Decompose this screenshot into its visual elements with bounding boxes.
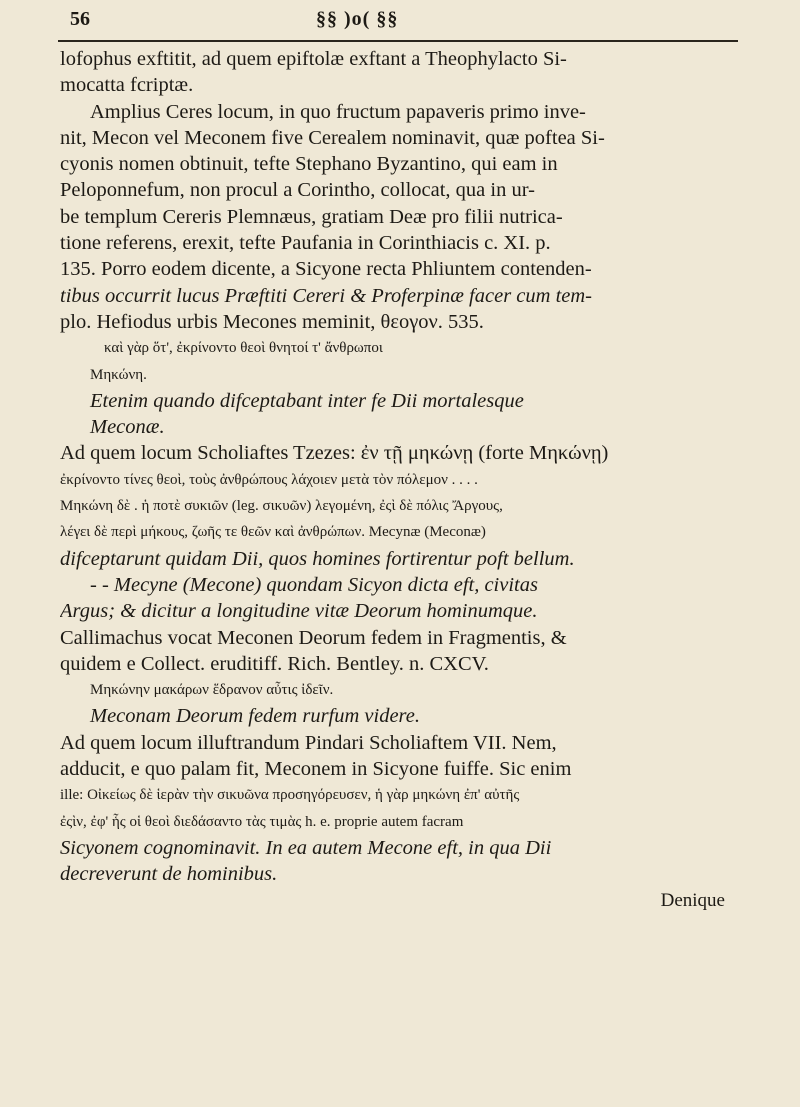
text-line: Etenim quando difceptabant inter fe Dii mortalesque (90, 389, 524, 412)
text-line: nit, Mecon vel Meconem five Cerealem nominavit, quæ poftea Si- (60, 126, 605, 149)
text-line: 135. Porro eodem dicente, a Sicyone recta Phliuntem contenden- (60, 258, 592, 281)
text-line: tione referens, erexit, tefte Paufania in Corinthiacis c. XI. p. (60, 232, 551, 255)
page-number: 56 (70, 8, 90, 30)
text-line: cyonis nomen obtinuit, tefte Stephano Byzantino, qui eam in (60, 153, 558, 176)
page-header (70, 6, 730, 36)
text-line: Callimachus vocat Meconen Deorum fedem in Fragmentis, & (60, 626, 567, 649)
text-line: ἐςὶν, ἐφ' ἧς οἱ θεοὶ διεδάσαντο τὰς τιμὰς h. e. proprie autem facram (60, 813, 464, 830)
text-line: adducit, e quo palam fit, Meconem in Sicyone fuiffe. Sic enim (60, 758, 572, 781)
text-line: λέγει δὲ περὶ μήκους, ζωῆς τε θεῶν καὶ ἀνθρώπων. Mecynæ (Meconæ) (60, 524, 486, 541)
text-line: Μηκώνην μακάρων ἕδρανον αὖτις ἰδεῖν. (90, 682, 334, 699)
text-line: Peloponnefum, non procul a Corintho, collocat, qua in ur- (60, 179, 535, 202)
text-line: plo. Hefiodus urbis Mecones meminit, θεογον. 535. (60, 310, 484, 333)
text-line: Denique (660, 889, 725, 911)
text-line: Sicyonem cognominavit. In ea autem Mecone eft, in qua Dii (60, 836, 552, 859)
text-line: Ad quem locum illuftrandum Pindari Scholiaftem VII. Nem, (60, 731, 557, 754)
text-line: tibus occurrit lucus Præftiti Cereri & Proferpinæ facer cum tem- (60, 284, 592, 307)
text-line: ille: Οἰκείως δὲ ἱερὰν τὴν σικυῶνα προσηγόρευσεν, ἡ γὰρ μηκώνη ἐπ' αὐτῆς (60, 787, 520, 804)
text-line: lofophus exftitit, ad quem epiftolæ exftant a Theophylacto Si- (60, 48, 567, 70)
text-line: decreverunt de hominibus. (60, 863, 278, 886)
text-line: Argus; & dicitur a longitudine vitæ Deorum hominumque. (60, 600, 538, 623)
header-rule (58, 40, 738, 42)
text-line: Meconam Deorum fedem rurfum videre. (90, 705, 421, 728)
text-line: Μηκώνη δὲ . ἡ ποτὲ συκιῶν (leg. σικυῶν) λεγομένη, ἐςὶ δὲ πόλις Ἄργους, (60, 498, 503, 515)
text-line: ἐκρίνοντο τίνες θεοὶ, τοὺς ἀνθρώπους λάχοιεν μετὰ τὸν πόλεμον . . . . (60, 471, 478, 488)
text-line: Meconæ. (90, 416, 165, 439)
text-line: quidem e Collect. eruditiff. Rich. Bentley. n. CXCV. (60, 652, 489, 675)
text-line: - - Mecyne (Mecone) quondam Sicyon dicta eft, civitas (90, 573, 538, 596)
text-line: be templum Cereris Plemnæus, gratiam Deæ pro filii nutrica- (60, 205, 563, 228)
text-line: καὶ γὰρ ὅτ', ἐκρίνοντο θεοὶ θνητοί τ' ἄνθρωποι (104, 340, 383, 357)
text-line: difceptarunt quidam Dii, quos homines fortirentur poft bellum. (60, 547, 575, 570)
body-text (60, 46, 745, 914)
text-line: Amplius Ceres locum, in quo fructum papaveris primo inve- (90, 100, 586, 123)
text-line: Ad quem locum Scholiaftes Tzezes: ἐν τῇ μηκώνῃ (forte Μηκώνῃ) (60, 442, 609, 465)
text-line: mocatta fcriptæ. (60, 74, 194, 97)
running-head-ornament: §§ )o( §§ (316, 8, 399, 30)
text-line: Μηκώνη. (90, 366, 147, 383)
